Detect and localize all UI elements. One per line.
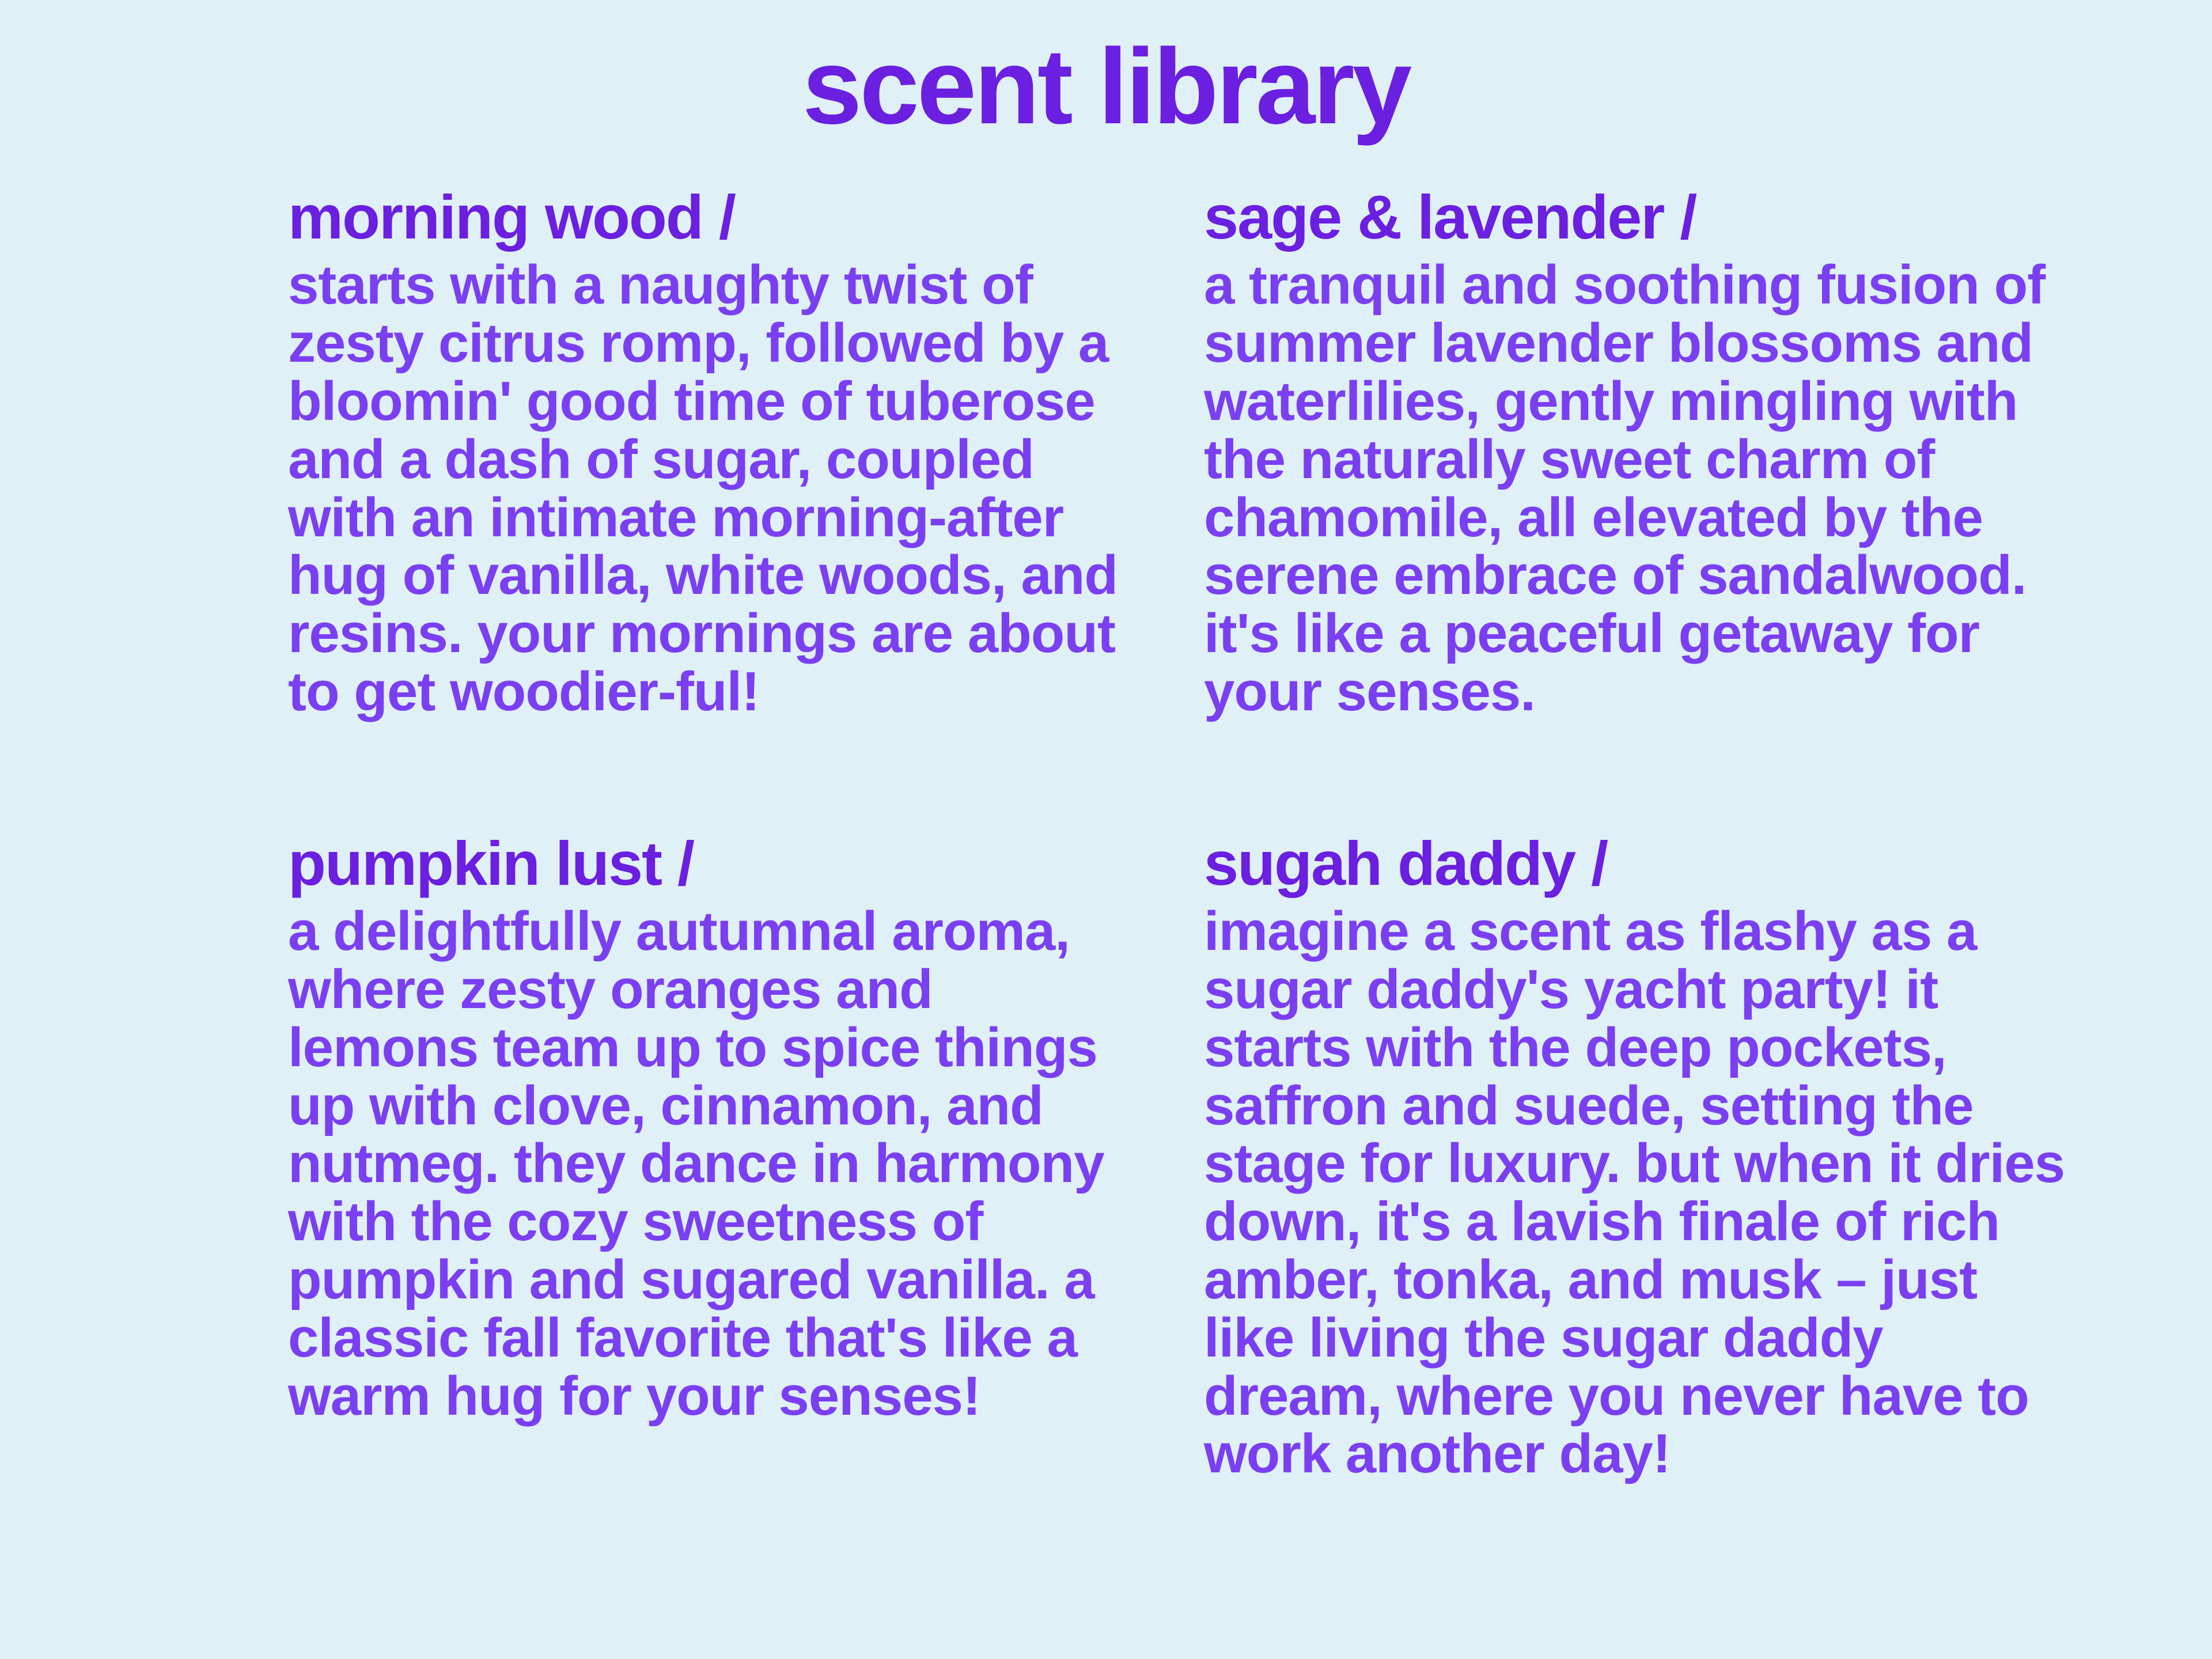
scent-name: pumpkin lust /: [288, 828, 694, 898]
scent-name: sage & lavender /: [1204, 182, 1696, 252]
scent-description: starts with a naughty twist of zesty citrus romp, followed by a bloomin' good time of tuberose and a dash of sugar, coupled with an intimate morning-after hug of vanilla, white woods, and resins. your mornings are about to get woodier-ful!: [288, 254, 1118, 722]
scent-entry-sugah-daddy: [1204, 828, 2091, 1485]
scent-name: morning wood /: [288, 182, 735, 252]
scent-entry-grid: [288, 182, 2065, 1485]
scent-entry-pumpkin-lust: [288, 828, 1175, 1483]
scent-description: a tranquil and soothing fusion of summer lavender blossoms and waterlilies, gently mingling with the naturally sweet charm of chamomile, all elevated by the serene embrace of sandalwood. it's like a peaceful getaway for your senses.: [1204, 254, 2046, 722]
scent-entry-morning-wood: [288, 184, 1175, 721]
scent-entry-sage-and-lavender: [1204, 184, 2091, 721]
page-title: scent library: [802, 27, 1410, 146]
scent-description: a delightfully autumnal aroma, where zesty oranges and lemons team up to spice things up with clove, cinnamon, and nutmeg. they dance in harmony with the cozy sweetness of pumpkin and sugared vanilla. a classic fall favorite that's like a warm hug for your senses!: [288, 900, 1104, 1427]
scent-description: imagine a scent as flashy as a sugar daddy's yacht party! it starts with the deep pockets, saffron and suede, setting the stage for luxury. but when it dries down, it's a lavish finale of rich amber, tonka, and musk – just like living the sugar daddy dream, where you never have to work another day!: [1204, 900, 2065, 1485]
scent-name: sugah daddy /: [1204, 828, 1608, 898]
